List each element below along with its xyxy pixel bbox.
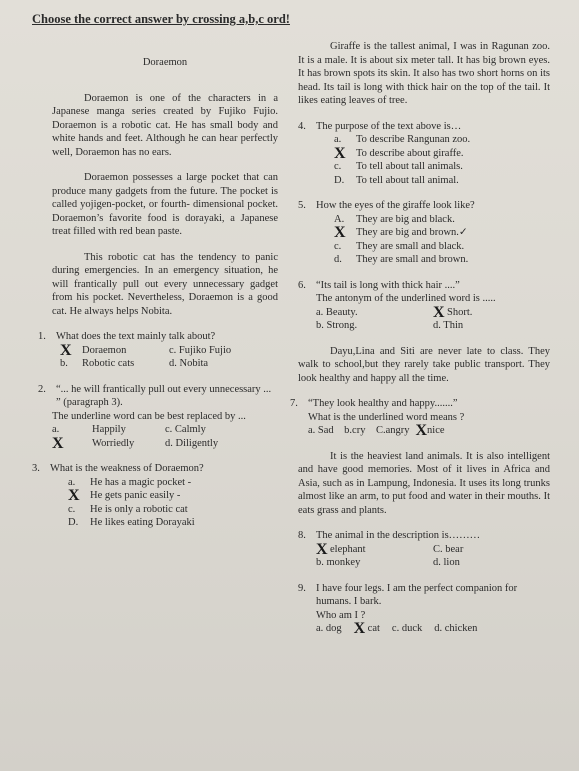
option-c[interactable] (433, 303, 550, 321)
option-b[interactable] (334, 226, 550, 240)
option-b[interactable] (354, 622, 380, 636)
question-number: 4. (298, 120, 306, 132)
option-a[interactable]: a. dog (316, 623, 342, 634)
option-text: They are big and black. (356, 213, 455, 225)
option-a[interactable] (316, 540, 433, 558)
doraemon-paragraph-2: Doraemon possesses a large pocket that can produce many gadgets from the future. The pocket is called yojigen-pocket, or fourth- dimensional pocket. Doraemon’s favorite food is dorayaki, a Japanese treat filled with red bean paste. (52, 172, 278, 237)
question-1 (38, 330, 278, 371)
question-text: “... he will frantically pull out every unnecessary ... ” (paragraph 3). (56, 383, 272, 408)
option-c[interactable] (334, 240, 550, 254)
option-d[interactable] (68, 516, 278, 530)
question-number: 2. (38, 383, 46, 395)
option-letter: D. (334, 174, 345, 186)
question-instruction: The antonym of the underlined word is ..... (316, 293, 496, 304)
question-text: “Its tail is long with thick hair ....” (316, 279, 460, 291)
option-text: To tell about tall animals. (356, 161, 463, 172)
option-letter: c. (334, 240, 342, 252)
option-a[interactable] (60, 341, 169, 359)
option-text: They are big and brown.✓ (356, 227, 468, 238)
option-d[interactable]: d. Diligently (165, 437, 219, 449)
question-text: The animal in the description is……… (316, 530, 481, 541)
option-a[interactable] (334, 213, 550, 227)
option-text: cat (367, 623, 380, 634)
option-letter: b. (60, 358, 68, 369)
cross-mark: X (60, 341, 72, 359)
cross-mark: X (316, 540, 328, 558)
option-text: a. Sad b.cry C.angry (308, 425, 410, 436)
question-text: The purpose of the text above is… (316, 120, 462, 132)
option-text: Happily (92, 424, 126, 435)
left-column (32, 56, 278, 530)
option-text: Robotic cats (82, 358, 135, 369)
option-d[interactable] (334, 253, 550, 267)
question-9-options (316, 622, 550, 636)
question-9 (298, 582, 550, 636)
option-b[interactable] (68, 489, 278, 503)
question-4 (298, 120, 550, 188)
question-7 (290, 397, 550, 438)
option-text: Short. (447, 306, 473, 318)
option-letter: c. (68, 503, 76, 515)
question-2-instruction: The underline word can be best replaced by ... (52, 410, 246, 422)
option-b[interactable] (60, 357, 169, 371)
option-d: nice (427, 425, 445, 436)
option-a[interactable] (334, 133, 550, 147)
question-number: 8. (298, 530, 306, 541)
option-c[interactable]: C. bear (433, 543, 464, 555)
cross-mark: X (334, 224, 346, 241)
option-letter: A. (334, 213, 345, 225)
question-number: 1. (38, 331, 46, 342)
option-d[interactable] (334, 174, 550, 188)
question-number: 3. (32, 463, 40, 474)
option-letter: a. (68, 476, 76, 488)
option-d[interactable]: d. lion (433, 557, 460, 568)
question-number: 7. (290, 398, 298, 409)
question-3 (32, 462, 278, 530)
cross-mark: X (433, 303, 445, 321)
question-text: What does the text mainly talk about? (56, 331, 216, 342)
right-column (290, 40, 550, 637)
option-d[interactable]: d. chicken (434, 623, 478, 634)
question-number: 6. (298, 279, 306, 291)
option-b[interactable] (52, 434, 165, 452)
cross-mark: X (334, 144, 346, 162)
option-text: To describe Rangunan zoo. (356, 134, 471, 145)
worksheet-title: Choose the correct answer by crossing a,b,c ord! (32, 12, 290, 26)
question-2-options (52, 423, 278, 450)
option-text: He gets panic easily - (90, 490, 181, 501)
question-7-options[interactable] (308, 424, 550, 438)
question-instruction: Who am I ? (316, 609, 366, 621)
question-text: What is the weakness of Doraemon? (50, 463, 204, 474)
option-letter: d. (334, 254, 342, 265)
option-b[interactable]: b. Strong. (316, 320, 358, 331)
option-text: Doraemon (82, 344, 127, 356)
giraffe-paragraph: Giraffe is the tallest animal, I was in Ragunan zoo. It is a male. It is about six meter tall. It has big brown eyes. It has brown spots its skin. It also has two short horns on its head. Its tail is long with thick hair on the top of the tail. It likes eating leaves of tree. (298, 41, 550, 106)
option-d[interactable]: d. Nobita (169, 358, 209, 369)
option-text: He has a magic pocket - (90, 476, 192, 488)
option-text: To tell about tall animal. (356, 174, 459, 186)
option-letter: c. (334, 161, 342, 172)
question-5 (298, 199, 550, 267)
question-4-options (334, 133, 550, 187)
cross-mark: X (68, 487, 80, 504)
question-5-options (334, 213, 550, 267)
option-d[interactable]: d. Thin (433, 320, 464, 331)
option-c[interactable]: c. Fujiko Fujio (169, 344, 232, 356)
elephant-paragraph: It is the heaviest land animals. It is also intelligent and have good memories. Most of it lives in Africa and Asia, such as in Lampung, Indonesia. It uses its long trunks almost like an arm, to put food and water in their mouths. It eats grass and plants. (298, 450, 550, 516)
option-a[interactable] (52, 423, 165, 437)
option-c[interactable]: c. duck (391, 623, 423, 634)
option-a[interactable] (68, 476, 278, 490)
option-c[interactable] (68, 503, 278, 517)
option-text: Worriedly (92, 437, 135, 449)
question-text: How the eyes of the giraffe look like? (316, 200, 475, 211)
option-a[interactable]: a. Beauty. (316, 306, 358, 318)
question-text: I have four legs. I am the perfect companion for humans. I bark. (316, 582, 518, 607)
question-text: “They look healthy and happy.......” (308, 398, 458, 409)
option-text: They are small and brown. (356, 254, 469, 265)
question-6 (298, 279, 550, 333)
question-2 (38, 383, 278, 410)
question-8 (298, 529, 550, 570)
question-number: 5. (298, 200, 306, 211)
option-text: He is only a robotic cat (90, 503, 188, 515)
cross-mark: X (52, 434, 64, 452)
option-letter: a. (52, 424, 60, 435)
cross-mark: X (353, 620, 366, 637)
cross-mark: X (415, 422, 428, 439)
question-instruction: What is the underlined word means ? (308, 411, 465, 423)
option-letter: a. (334, 134, 342, 145)
option-text: They are small and black. (356, 240, 465, 252)
option-c[interactable]: c. Calmly (165, 424, 206, 435)
doraemon-paragraph-1: Doraemon is one of the characters in a Japanese manga series created by Fujiko Fujio. Doraemon is a robotic cat. He has small body and white hands and feet. Although he can hear perfectly well, Doraemon has no ears. (52, 92, 278, 158)
option-letter: D. (68, 517, 79, 528)
doraemon-heading: Doraemon (142, 57, 188, 68)
option-text: To describe about giraffe. (356, 147, 464, 159)
option-b[interactable]: b. monkey (316, 557, 361, 568)
option-b[interactable] (334, 144, 550, 162)
question-number: 9. (298, 582, 306, 594)
question-3-options (68, 476, 278, 530)
doraemon-paragraph-3: This robotic cat has the tendency to panic during emergencies. In an emergency situation, he will frantically pull out every unnecessary gadget from his pocket. Nevertheless, Doraemon is a good cat. He always helps Nobita. (52, 251, 278, 317)
option-text: He likes eating Dorayaki (90, 517, 195, 528)
option-text: elephant (330, 543, 366, 555)
dayu-paragraph: Dayu,Lina and Siti are never late to class. They walk to school,but they rarely take public transport. They look healthy and happy all the time. (298, 345, 550, 384)
option-c[interactable] (334, 160, 550, 174)
